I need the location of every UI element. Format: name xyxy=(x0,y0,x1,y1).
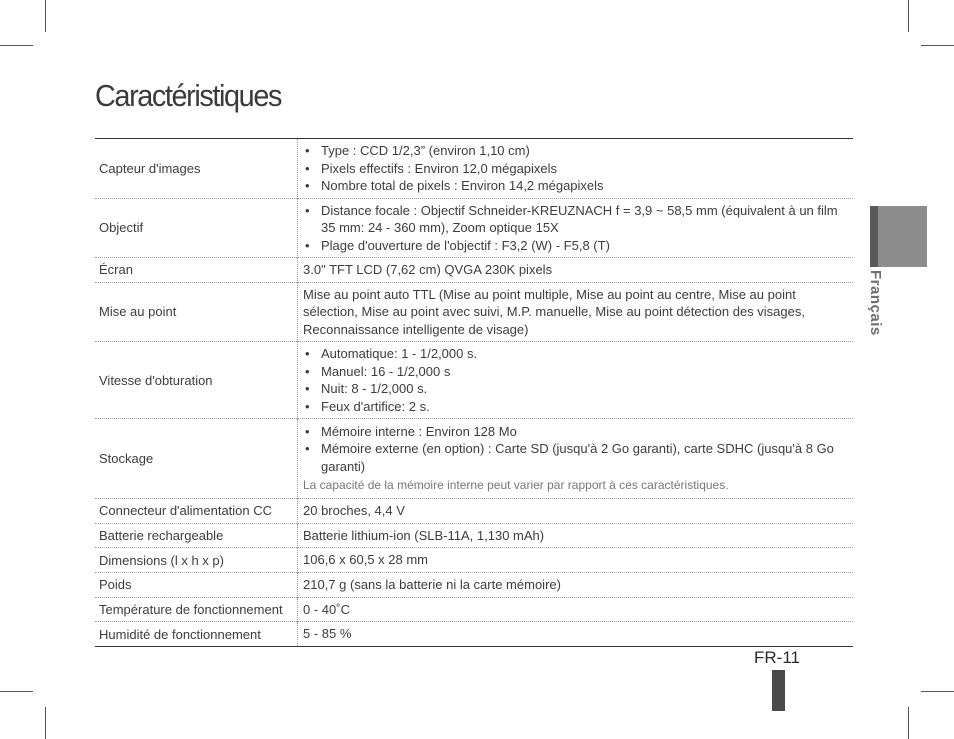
spec-value-text: 210,7 g (sans la batterie ni la carte mémoire) xyxy=(303,577,561,592)
spec-value xyxy=(298,139,854,199)
spec-value-text: 3.0" TFT LCD (7,62 cm) QVGA 230K pixels xyxy=(303,262,553,277)
crop-mark xyxy=(921,45,954,46)
spec-value xyxy=(298,342,854,419)
spec-value-text: 5 - 85 % xyxy=(303,626,352,642)
spec-value xyxy=(298,548,854,573)
spec-value xyxy=(298,622,854,647)
spec-row xyxy=(95,282,853,342)
spec-note: La capacité de la mémoire interne peut varier par rapport à ces caractéristiques. xyxy=(303,478,729,492)
spec-label: Batterie rechargeable xyxy=(95,523,298,548)
spec-label: Mise au point xyxy=(95,282,298,342)
spec-row xyxy=(95,548,853,573)
page-number: FR-11 xyxy=(754,648,800,667)
spec-value xyxy=(298,258,854,283)
spec-value-text: 0 - 40˚C xyxy=(303,601,350,617)
spec-row xyxy=(95,597,853,622)
spec-value xyxy=(298,523,854,548)
spec-value-item: • Automatique: 1 - 1/2,000 s. xyxy=(303,345,849,363)
spec-value-item: • Pixels effectifs : Environ 12,0 mégapixels xyxy=(303,160,849,178)
crop-mark xyxy=(908,707,909,739)
spec-value-text: 20 broches, 4,4 V xyxy=(303,503,405,518)
spec-row xyxy=(95,419,853,499)
spec-value xyxy=(298,198,854,258)
spec-label: Dimensions (l x h x p) xyxy=(95,548,298,573)
spec-row xyxy=(95,342,853,419)
spec-row xyxy=(95,258,853,283)
spec-value-list xyxy=(303,202,849,255)
spec-value-item: • Mémoire externe (en option) : Carte SD (jusqu'à 2 Go garanti), carte SDHC (jusqu'à 8 Go garanti) xyxy=(303,440,849,475)
spec-value-item: • Nombre total de pixels : Environ 14,2 mégapixels xyxy=(303,177,849,195)
spec-value-item: • Feux d'artifice: 2 s. xyxy=(303,398,849,416)
spec-value-item: • Plage d'ouverture de l'objectif : F3,2 (W) - F5,8 (T) xyxy=(303,237,849,255)
crop-mark xyxy=(921,691,954,692)
spec-value xyxy=(298,499,854,524)
spec-value xyxy=(298,597,854,622)
spec-value xyxy=(298,573,854,598)
language-tab xyxy=(870,206,927,267)
spec-row xyxy=(95,573,853,598)
spec-row xyxy=(95,198,853,258)
spec-label: Écran xyxy=(95,258,298,283)
spec-value-text: 106,6 x 60,5 x 28 mm xyxy=(303,552,429,568)
spec-row xyxy=(95,139,853,199)
spec-label: Température de fonctionnement xyxy=(95,597,298,622)
crop-mark xyxy=(45,707,46,739)
spec-value-item: • Manuel: 16 - 1/2,000 s xyxy=(303,363,849,381)
spec-value-item: • Nuit: 8 - 1/2,000 s. xyxy=(303,380,849,398)
spec-label: Poids xyxy=(95,573,298,598)
crop-mark xyxy=(0,45,33,46)
spec-value-list xyxy=(303,423,849,476)
spec-row xyxy=(95,523,853,548)
page-marker xyxy=(772,670,785,711)
spec-table xyxy=(95,138,853,647)
spec-row xyxy=(95,622,853,647)
spec-value-item: • Type : CCD 1/2,3” (environ 1,10 cm) xyxy=(303,142,849,160)
spec-label: Vitesse d'obturation xyxy=(95,342,298,419)
spec-label: Objectif xyxy=(95,198,298,258)
spec-value-item: • Mémoire interne : Environ 128 Mo xyxy=(303,423,849,441)
language-label: Français xyxy=(867,270,884,336)
spec-value-list xyxy=(303,345,849,415)
spec-label: Stockage xyxy=(95,419,298,499)
spec-label: Capteur d'images xyxy=(95,139,298,199)
spec-value xyxy=(298,282,854,342)
spec-label: Humidité de fonctionnement xyxy=(95,622,298,647)
spec-row xyxy=(95,499,853,524)
spec-value-item: • Distance focale : Objectif Schneider-KREUZNACH f = 3,9 ~ 58,5 mm (équivalent à un film 35 mm: 24 - 360 mm), Zoom optique 15X xyxy=(303,202,849,237)
spec-value-text: Batterie lithium-ion (SLB-11A, 1,130 mAh) xyxy=(303,527,545,543)
crop-mark xyxy=(0,691,33,692)
crop-mark xyxy=(45,0,46,32)
crop-mark xyxy=(908,0,909,32)
spec-value-text: Mise au point auto TTL (Mise au point multiple, Mise au point au centre, Mise au point sélection, Mise au point avec suivi, M.P. manuelle, Mise au point détection des visages, Reconnaissance intelligente de visage) xyxy=(303,286,805,337)
page-title: Caractéristiques xyxy=(95,78,281,113)
spec-label: Connecteur d'alimentation CC xyxy=(95,499,298,524)
spec-value-list xyxy=(303,142,849,195)
spec-value xyxy=(298,419,854,499)
